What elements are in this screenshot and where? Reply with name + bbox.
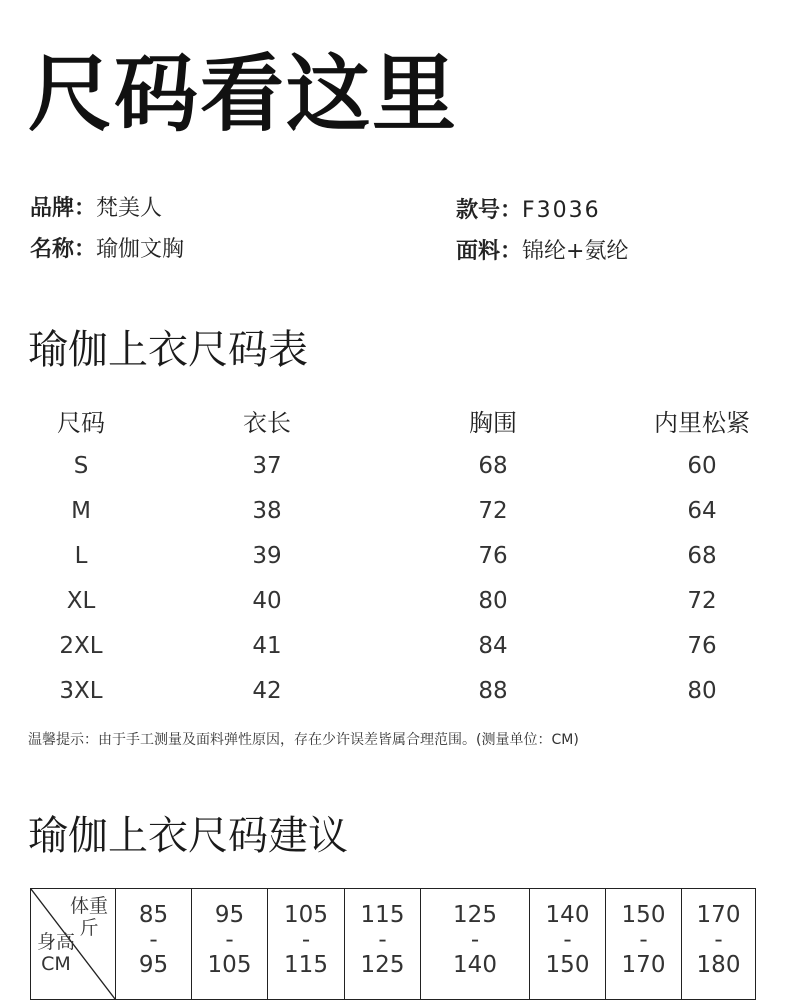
header-length: 衣长 [243, 409, 291, 437]
weight-range-dash: - [714, 927, 723, 953]
weight-range-max: 115 [284, 952, 328, 978]
header-bust: 胸围 [469, 409, 517, 437]
weight-range-min: 85 [138, 902, 169, 928]
weight-range-cell [682, 889, 756, 1000]
bust-cell: 80 [478, 587, 508, 614]
size-recommendation-title: 瑜伽上衣尺码建议 [28, 813, 348, 859]
elastic-cell: 72 [687, 587, 717, 614]
bust-cell: 68 [478, 452, 508, 479]
brand-key: 品牌： [30, 196, 97, 221]
weight-range-dash: - [225, 927, 234, 953]
weight-range-max: 180 [696, 952, 741, 978]
weight-range-max: 140 [453, 952, 497, 978]
weight-label: 体重斤 [69, 895, 108, 939]
size-cell: XL [66, 587, 96, 614]
weight-range-min: 115 [360, 902, 405, 928]
table-row [0, 443, 790, 488]
fabric-value: 锦纶+氨纶 [522, 239, 629, 264]
table-row [0, 533, 790, 578]
page-title: 尺码看这里 [28, 45, 459, 143]
weight-range-min: 170 [696, 902, 741, 928]
corner-header-cell [31, 889, 116, 1000]
weight-range-max: 105 [207, 952, 252, 978]
weight-range-cell [345, 889, 421, 1000]
size-cell: 3XL [59, 677, 103, 704]
size-chart-table [0, 398, 790, 713]
table-row [0, 668, 790, 713]
length-cell: 42 [252, 677, 282, 704]
weight-range-cell [116, 889, 192, 1000]
bust-cell: 88 [478, 677, 508, 704]
product-name-key: 名称： [30, 237, 97, 262]
elastic-cell: 64 [687, 497, 717, 524]
model-key: 款号： [456, 198, 523, 223]
size-chart-title: 瑜伽上衣尺码表 [28, 327, 308, 373]
weight-range-min: 140 [545, 902, 590, 928]
product-name-info [30, 239, 184, 261]
size-chart-header-row [0, 398, 790, 443]
weight-range-cell [606, 889, 682, 1000]
weight-range-max: 125 [360, 952, 405, 978]
length-cell: 38 [252, 497, 282, 524]
size-cell: L [74, 542, 88, 569]
weight-range-min: 125 [453, 902, 497, 928]
weight-range-cell [530, 889, 606, 1000]
weight-range-dash: - [639, 927, 648, 953]
height-label: 身高CM [36, 931, 75, 975]
size-cell: M [71, 497, 91, 524]
size-cell: 2XL [59, 632, 103, 659]
table-row [0, 578, 790, 623]
length-cell: 37 [252, 452, 282, 479]
weight-range-max: 150 [545, 952, 590, 978]
weight-range-max: 95 [138, 952, 169, 978]
model-info [456, 200, 601, 222]
length-cell: 41 [252, 632, 282, 659]
bust-cell: 76 [478, 542, 508, 569]
weight-range-dash: - [149, 927, 158, 953]
length-cell: 40 [252, 587, 282, 614]
fabric-info [456, 241, 628, 263]
elastic-cell: 76 [687, 632, 717, 659]
table-row [0, 623, 790, 668]
weight-header-row [31, 889, 756, 1000]
bust-cell: 84 [478, 632, 508, 659]
weight-range-min: 95 [214, 902, 245, 928]
elastic-cell: 80 [687, 677, 717, 704]
bust-cell: 72 [478, 497, 508, 524]
weight-range-min: 150 [621, 902, 666, 928]
table-row [0, 488, 790, 533]
weight-range-dash: - [301, 927, 311, 953]
brand-info [30, 198, 162, 220]
weight-range-dash: - [563, 927, 572, 953]
weight-range-dash: - [378, 927, 387, 953]
model-value: F3036 [522, 198, 601, 223]
elastic-cell: 68 [687, 542, 717, 569]
weight-range-cell [192, 889, 268, 1000]
size-recommendation-table [30, 888, 756, 1000]
weight-range-cell [268, 889, 345, 1000]
weight-range-dash: - [470, 927, 480, 953]
elastic-cell: 60 [687, 452, 717, 479]
weight-range-cell [421, 889, 530, 1000]
size-cell: S [73, 452, 89, 479]
weight-range-min: 105 [284, 902, 328, 928]
fabric-key: 面料： [456, 239, 523, 264]
length-cell: 39 [252, 542, 282, 569]
header-size: 尺码 [57, 409, 105, 437]
measurement-note: 温馨提示：由于手工测量及面料弹性原因，存在少许误差皆属合理范围。(测量单位：CM) [28, 732, 579, 748]
weight-range-max: 170 [621, 952, 666, 978]
product-name-value: 瑜伽文胸 [96, 237, 185, 262]
header-inner-elastic: 内里松紧 [654, 409, 750, 437]
brand-value: 梵美人 [96, 196, 163, 221]
